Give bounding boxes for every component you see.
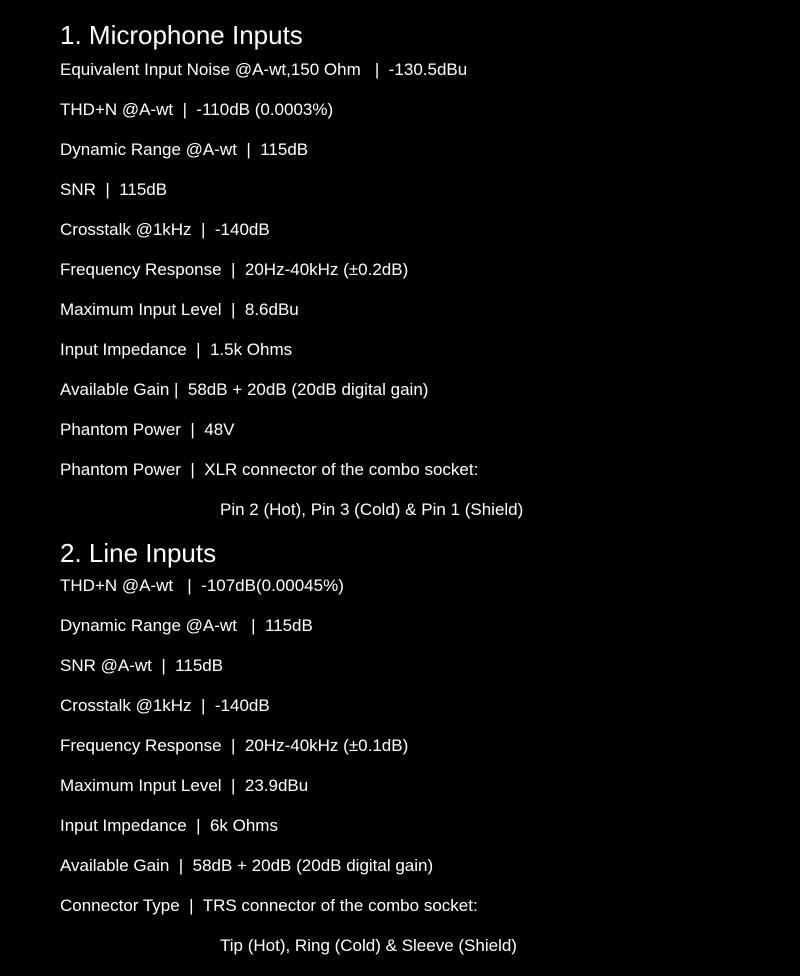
spec-line: Maximum Input Level | 23.9dBu [60, 776, 309, 795]
spec-line: Input Impedance | 6k Ohms [60, 816, 278, 835]
spec-line: Available Gain | 58dB + 20dB (20dB digital gain) [60, 856, 434, 875]
spec-line: Input Impedance | 1.5k Ohms [60, 340, 293, 359]
spec-line: THD+N @A-wt | -107dB(0.00045%) [60, 576, 344, 595]
spec-line-continuation: Pin 2 (Hot), Pin 3 (Cold) & Pin 1 (Shield) [220, 500, 524, 519]
spec-line: Available Gain | 58dB + 20dB (20dB digital gain) [60, 380, 429, 399]
spec-line: THD+N @A-wt | -110dB (0.0003%) [60, 100, 334, 119]
section-title: 2. Line Inputs [60, 538, 217, 568]
spec-line: Equivalent Input Noise @A-wt,150 Ohm | -130.5dBu [60, 60, 468, 79]
spec-line: Frequency Response | 20Hz-40kHz (±0.2dB) [60, 260, 409, 279]
section-microphone-inputs [60, 18, 780, 520]
spec-document [60, 18, 780, 955]
spec-line: SNR | 115dB [60, 180, 168, 199]
spec-line: Maximum Input Level | 8.6dBu [60, 300, 299, 319]
spec-line-continuation: Tip (Hot), Ring (Cold) & Sleeve (Shield) [220, 936, 517, 955]
spec-line: Frequency Response | 20Hz-40kHz (±0.1dB) [60, 736, 409, 755]
spec-line: Phantom Power | XLR connector of the combo socket: [60, 460, 479, 479]
spec-line: Connector Type | TRS connector of the combo socket: [60, 896, 478, 915]
spec-line: SNR @A-wt | 115dB [60, 656, 224, 675]
section-title: 1. Microphone Inputs [60, 20, 303, 50]
spec-line: Dynamic Range @A-wt | 115dB [60, 140, 309, 159]
spec-line: Crosstalk @1kHz | -140dB [60, 696, 270, 715]
spec-line: Phantom Power | 48V [60, 420, 235, 439]
spec-line: Dynamic Range @A-wt | 115dB [60, 616, 313, 635]
spec-line: Crosstalk @1kHz | -140dB [60, 220, 270, 239]
section-line-inputs [60, 536, 780, 976]
